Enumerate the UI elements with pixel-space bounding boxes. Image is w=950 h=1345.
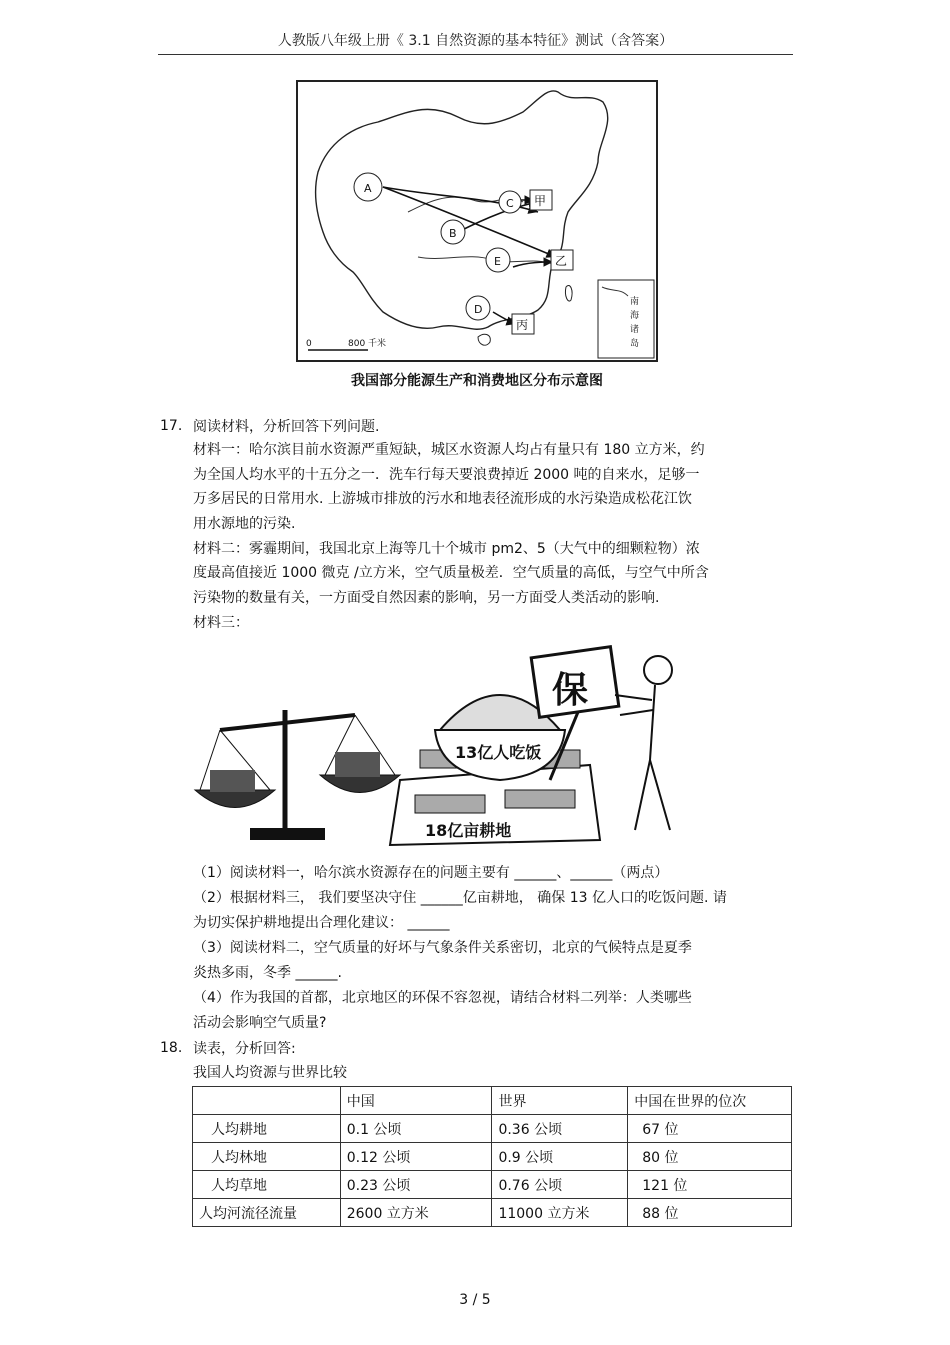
q17-m1-line4: 用水源地的污染.	[193, 516, 296, 532]
table-cell: 0.12 公顷	[340, 1143, 492, 1171]
table-header-cell: 中国	[340, 1087, 492, 1115]
table-row	[193, 1171, 792, 1199]
table-header-cell	[193, 1087, 341, 1115]
label-bing: 丙	[516, 318, 529, 332]
q17-sub4-cont: 活动会影响空气质量?	[193, 1015, 327, 1031]
energy-map	[296, 80, 658, 362]
person-figure	[615, 656, 672, 830]
q17-sub2: （2）根据材料三， 我们要坚决守住 ______亿亩耕地， 确保 13 亿人口的吃饭问题. 请	[193, 890, 727, 906]
table-header-cell: 中国在世界的位次	[628, 1087, 792, 1115]
table-header-cell: 世界	[492, 1087, 628, 1115]
scale-zero: 0	[306, 339, 312, 349]
table-cell: 80 位	[628, 1143, 792, 1171]
inset-label-3: 诸	[630, 325, 640, 335]
label-jia: 甲	[534, 194, 547, 208]
inset-label-4: 岛	[630, 339, 640, 349]
table-cell: 0.23 公顷	[340, 1171, 492, 1199]
label-a: A	[364, 182, 372, 195]
table-cell: 0.36 公顷	[492, 1115, 628, 1143]
table-cell: 人均耕地	[193, 1115, 341, 1143]
map-drawing	[298, 82, 656, 360]
label-b: B	[449, 227, 457, 240]
cartoon-bowl-text: 13亿人吃饭	[455, 743, 542, 762]
q17-sub3-cont: 炎热多雨，冬季 ______.	[193, 965, 342, 981]
table-cell: 0.76 公顷	[492, 1171, 628, 1199]
q17-m2-line1: 材料二：雾霾期间，我国北京上海等几十个城市 pm2、5（大气中的细颗粒物）浓	[193, 541, 700, 557]
table-header-row	[193, 1087, 792, 1115]
table-row	[193, 1115, 792, 1143]
resource-table	[192, 1086, 792, 1227]
table-cell: 人均林地	[193, 1143, 341, 1171]
q18-intro: 读表，分析回答:	[193, 1041, 296, 1057]
label-yi: 乙	[555, 254, 568, 268]
table-cell: 88 位	[628, 1199, 792, 1227]
table-cell: 0.1 公顷	[340, 1115, 492, 1143]
q17-sub1: （1）阅读材料一，哈尔滨水资源存在的问题主要有 ______、______（两点）	[193, 865, 669, 881]
label-d: D	[474, 303, 483, 316]
inset-label-2: 海	[630, 311, 640, 321]
cartoon-field-text: 18亿亩耕地	[425, 821, 512, 840]
table-cell: 人均草地	[193, 1171, 341, 1199]
q17-sub2-cont: 为切实保护耕地提出合理化建议： ______	[193, 915, 450, 931]
taiwan	[565, 285, 572, 301]
header-rule	[158, 54, 793, 55]
label-c: C	[506, 197, 514, 210]
table-row	[193, 1143, 792, 1171]
inset-box	[598, 280, 654, 358]
hainan	[478, 334, 490, 345]
inset-label-1: 南	[630, 297, 640, 307]
table-cell: 11000 立方米	[492, 1199, 628, 1227]
scale-text: 800 千米	[348, 339, 387, 349]
farmland-cartoon	[190, 640, 700, 850]
page-number: 3 / 5	[459, 1292, 491, 1308]
flow-b	[458, 202, 538, 232]
q17-m1-line3: 万多居民的日常用水. 上游城市排放的污水和地表径流形成的水污染造成松花江饮	[193, 491, 692, 507]
q17-sub4: （4）作为我国的首都，北京地区的环保不容忽视，请结合材料二列举：人类哪些	[193, 990, 692, 1006]
q17-m2-line3: 污染物的数量有关，一方面受自然因素的影响，另一方面受人类活动的影响.	[193, 590, 660, 606]
q18-number: 18.	[160, 1040, 183, 1056]
q18-table-title: 我国人均资源与世界比较	[193, 1065, 347, 1081]
label-e: E	[494, 255, 501, 268]
q17-intro: 阅读材料，分析回答下列问题.	[193, 419, 380, 435]
q17-number: 17.	[160, 418, 183, 434]
table-cell: 67 位	[628, 1115, 792, 1143]
page-header: 人教版八年级上册《 3.1 自然资源的基本特征》测试（含答案）	[277, 33, 674, 49]
map-caption: 我国部分能源生产和消费地区分布示意图	[351, 373, 603, 389]
table-cell: 121 位	[628, 1171, 792, 1199]
table-cell: 2600 立方米	[340, 1199, 492, 1227]
table-cell: 0.9 公顷	[492, 1143, 628, 1171]
flow-e	[513, 262, 553, 267]
balance-scale-icon	[195, 710, 400, 840]
q17-m3-label: 材料三：	[193, 615, 249, 631]
country-outline	[316, 91, 608, 329]
cartoon-sign-text: 保	[552, 670, 589, 711]
q17-sub3: （3）阅读材料二，空气质量的好坏与气象条件关系密切，北京的气候特点是夏季	[193, 940, 692, 956]
q17-m1-line2: 为全国人均水平的十五分之一．洗车行每天要浪费掉近 2000 吨的自来水，足够一	[193, 467, 700, 483]
q17-m2-line2: 度最高值接近 1000 微克 /立方米，空气质量极差．空气质量的高低，与空气中所含	[193, 565, 709, 581]
q17-m1-line1: 材料一：哈尔滨目前水资源严重短缺，城区水资源人均占有量只有 180 立方米，约	[193, 442, 705, 458]
table-row	[193, 1199, 792, 1227]
table-cell: 人均河流径流量	[193, 1199, 341, 1227]
